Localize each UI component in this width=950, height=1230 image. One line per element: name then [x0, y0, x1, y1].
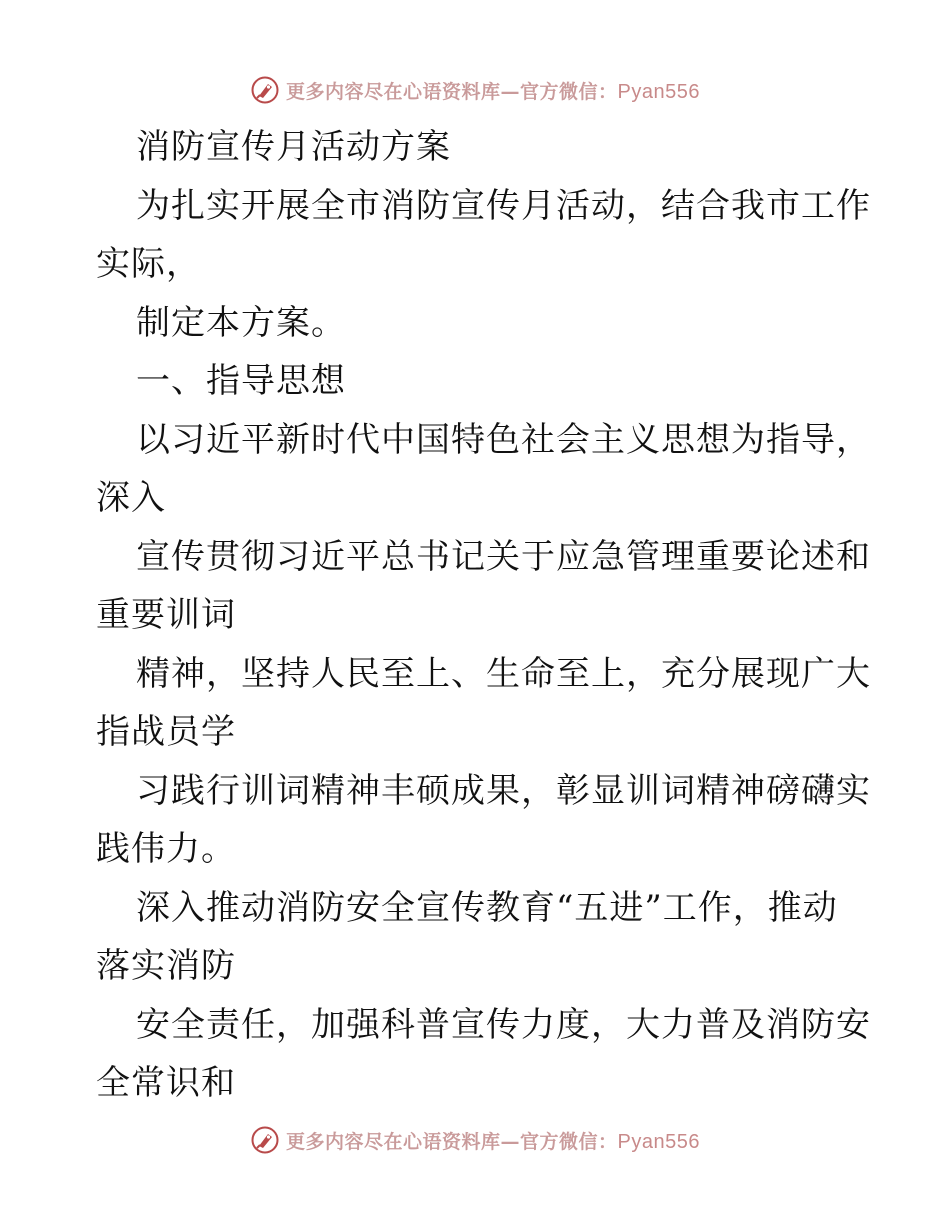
paragraph-line: 践伟力。 — [96, 829, 236, 869]
paragraph-line: 重要训词 — [96, 595, 236, 635]
paragraph-line: 精神，坚持人民至上、生命至上，充分展现广大 — [136, 653, 871, 694]
paragraph-line: 以习近平新时代中国特色社会主义思想为指导， — [136, 419, 871, 460]
paragraph-line: 深入推动消防安全宣传教育“五进”工作，推动 — [136, 887, 838, 928]
paragraph-line: 安全责任，加强科普宣传力度，大力普及消防安 — [136, 1004, 871, 1045]
paragraph-line: 指战员学 — [96, 712, 236, 752]
paragraph-line: 落实消防 — [96, 946, 236, 986]
document-body — [96, 118, 871, 1113]
paragraph-line: 习践行训词精神丰硕成果，彰显训词精神磅礴实 — [136, 770, 871, 811]
paragraph-line: 宣传贯彻习近平总书记关于应急管理重要论述和 — [136, 536, 871, 577]
paragraph-line: 深入 — [96, 478, 166, 518]
footer-watermark — [0, 1120, 950, 1160]
pen-nib-circle-icon — [250, 1125, 280, 1155]
paragraph-line: 实际， — [96, 244, 201, 284]
paragraph-line: 为扎实开展全市消防宣传月活动，结合我市工作 — [136, 185, 871, 226]
header-watermark — [0, 70, 950, 110]
watermark-text: 更多内容尽在心语资料库—官方微信：Pyan556 — [286, 1130, 700, 1153]
doc-title: 消防宣传月活动方案 — [136, 127, 451, 167]
paragraph-line: 全常识和 — [96, 1063, 236, 1103]
section-heading: 一、指导思想 — [136, 361, 346, 401]
pen-nib-circle-icon — [250, 75, 280, 105]
watermark-text: 更多内容尽在心语资料库—官方微信：Pyan556 — [286, 80, 700, 103]
paragraph-line: 制定本方案。 — [136, 302, 346, 343]
